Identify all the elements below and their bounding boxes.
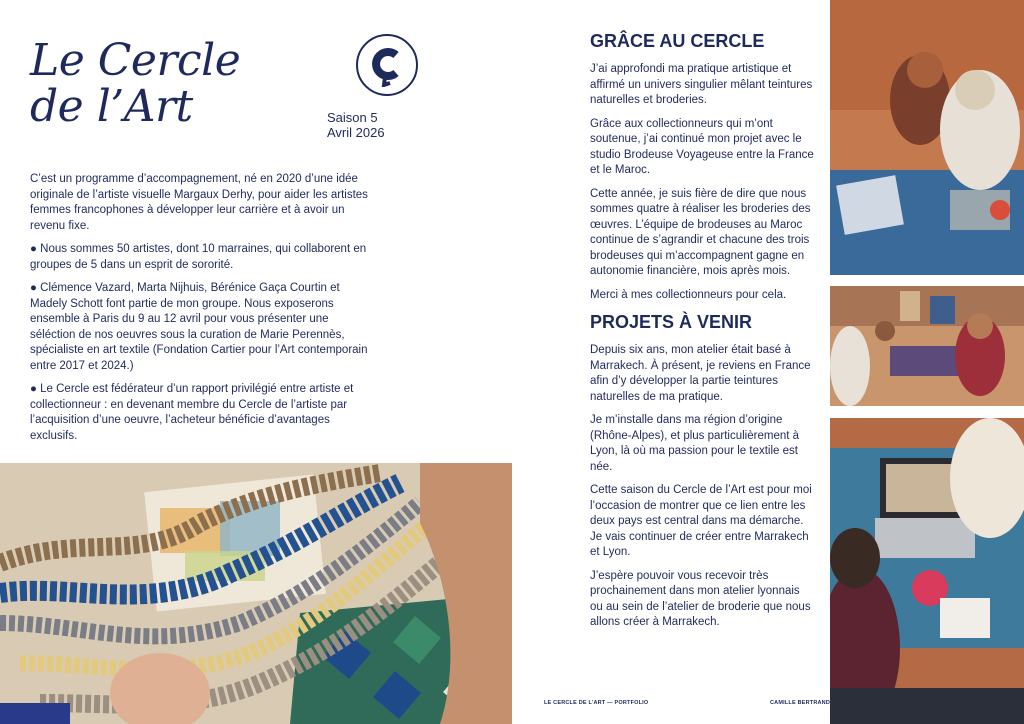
embroiderers-photo-top — [830, 0, 1024, 275]
footer-left: LE CERCLE DE L’ART — PORTFOLIO — [544, 700, 649, 706]
season-date: Avril 2026 — [327, 125, 385, 140]
section-paragraph: Grâce aux collectionneurs qui m’ont soutenue, j’ai continué mon projet avec le studio Brodeuse Voyageuse entre la France et le Maroc. — [590, 117, 814, 176]
season-info — [327, 110, 385, 140]
intro-text — [30, 172, 370, 452]
laptop-embroidery-photo — [830, 418, 1024, 724]
section-heading-projets: PROJETS À VENIR — [590, 312, 753, 332]
atelier-photo-middle — [830, 286, 1024, 406]
section-paragraph: Je m’installe dans ma région d’origine (Rhône-Alpes), et plus particulièrement à Lyon, là où ma passion pour le textile est née. — [590, 414, 800, 473]
section-paragraph: Depuis six ans, mon atelier était basé à Marrakech. À présent, je reviens en France afin d’y développer la partie teintures naturelles de ma pratique. — [590, 344, 811, 403]
intro-bullet: ● Le Cercle est fédérateur d’un rapport privilégié entre artiste et collectionneur : en devenant membre du Cercle de l’artiste par l’acquisition d’une oeuvre, l’acheteur bénéficie d’avantages exclusifs. — [30, 383, 354, 442]
cercle-c-icon — [367, 43, 407, 87]
season-label: Saison 5 — [327, 110, 378, 125]
section-paragraph: Merci à mes collectionneurs pour cela. — [590, 288, 787, 301]
title-line-2: de l’Art — [30, 81, 193, 132]
section-heading-grace: GRÂCE AU CERCLE — [590, 31, 765, 51]
cercle-logo — [356, 34, 418, 96]
text-column-right — [590, 30, 815, 639]
title-line-1: Le Cercle — [30, 35, 241, 86]
page-title — [30, 35, 241, 132]
section-paragraph: Cette saison du Cercle de l’Art est pour moi l’occasion de montrer que ce lien entre les deux pays est central dans ma démarche. Je vais continuer de créer entre Marrakech et Lyon. — [590, 484, 812, 558]
braided-threads-photo — [0, 463, 512, 724]
intro-bullet: ● Nous sommes 50 artistes, dont 10 marraines, qui collaborent en groupes de 5 dans un esprit de sororité. — [30, 243, 367, 271]
intro-bullet: ● Clémence Vazard, Marta Nijhuis, Bérénice Gaça Courtin et Madely Schott font partie de mon groupe. Nous exposerons ensemble à Paris du 9 au 12 avril pour vous présenter une séléction de nos oeuvres sous la curation de Marie Perennès, spécialiste en art textile (Fondation Cartier pour l’Art contemporain entre 2017 et 2024.) — [30, 282, 368, 372]
section-paragraph: J’ai approfondi ma pratique artistique et affirmé un univers singulier mêlant teintures naturelles et broderies. — [590, 63, 813, 106]
footer-right: CAMILLE BERTRAND — [770, 700, 831, 706]
section-paragraph: J’espère pouvoir vous recevoir très prochainement dans mon atelier lyonnais ou au sein de l’atelier de broderie que nous allons créer à Marrakech. — [590, 569, 811, 628]
intro-paragraph: C’est un programme d’accompagnement, né en 2020 d’une idée originale de l’artiste visuelle Margaux Derhy, pour aider les artistes femmes francophones à développer leur carrière et à avoir un revenu fixe. — [30, 173, 368, 232]
section-paragraph: Cette année, je suis fière de dire que nous sommes quatre à réaliser les broderies des œuvres. L’équipe de brodeuses au Maroc continue de s’agrandir et chacune des trois brodeuses qui m’accompagnent gagne en autonomie financière, mois après mois. — [590, 187, 811, 277]
